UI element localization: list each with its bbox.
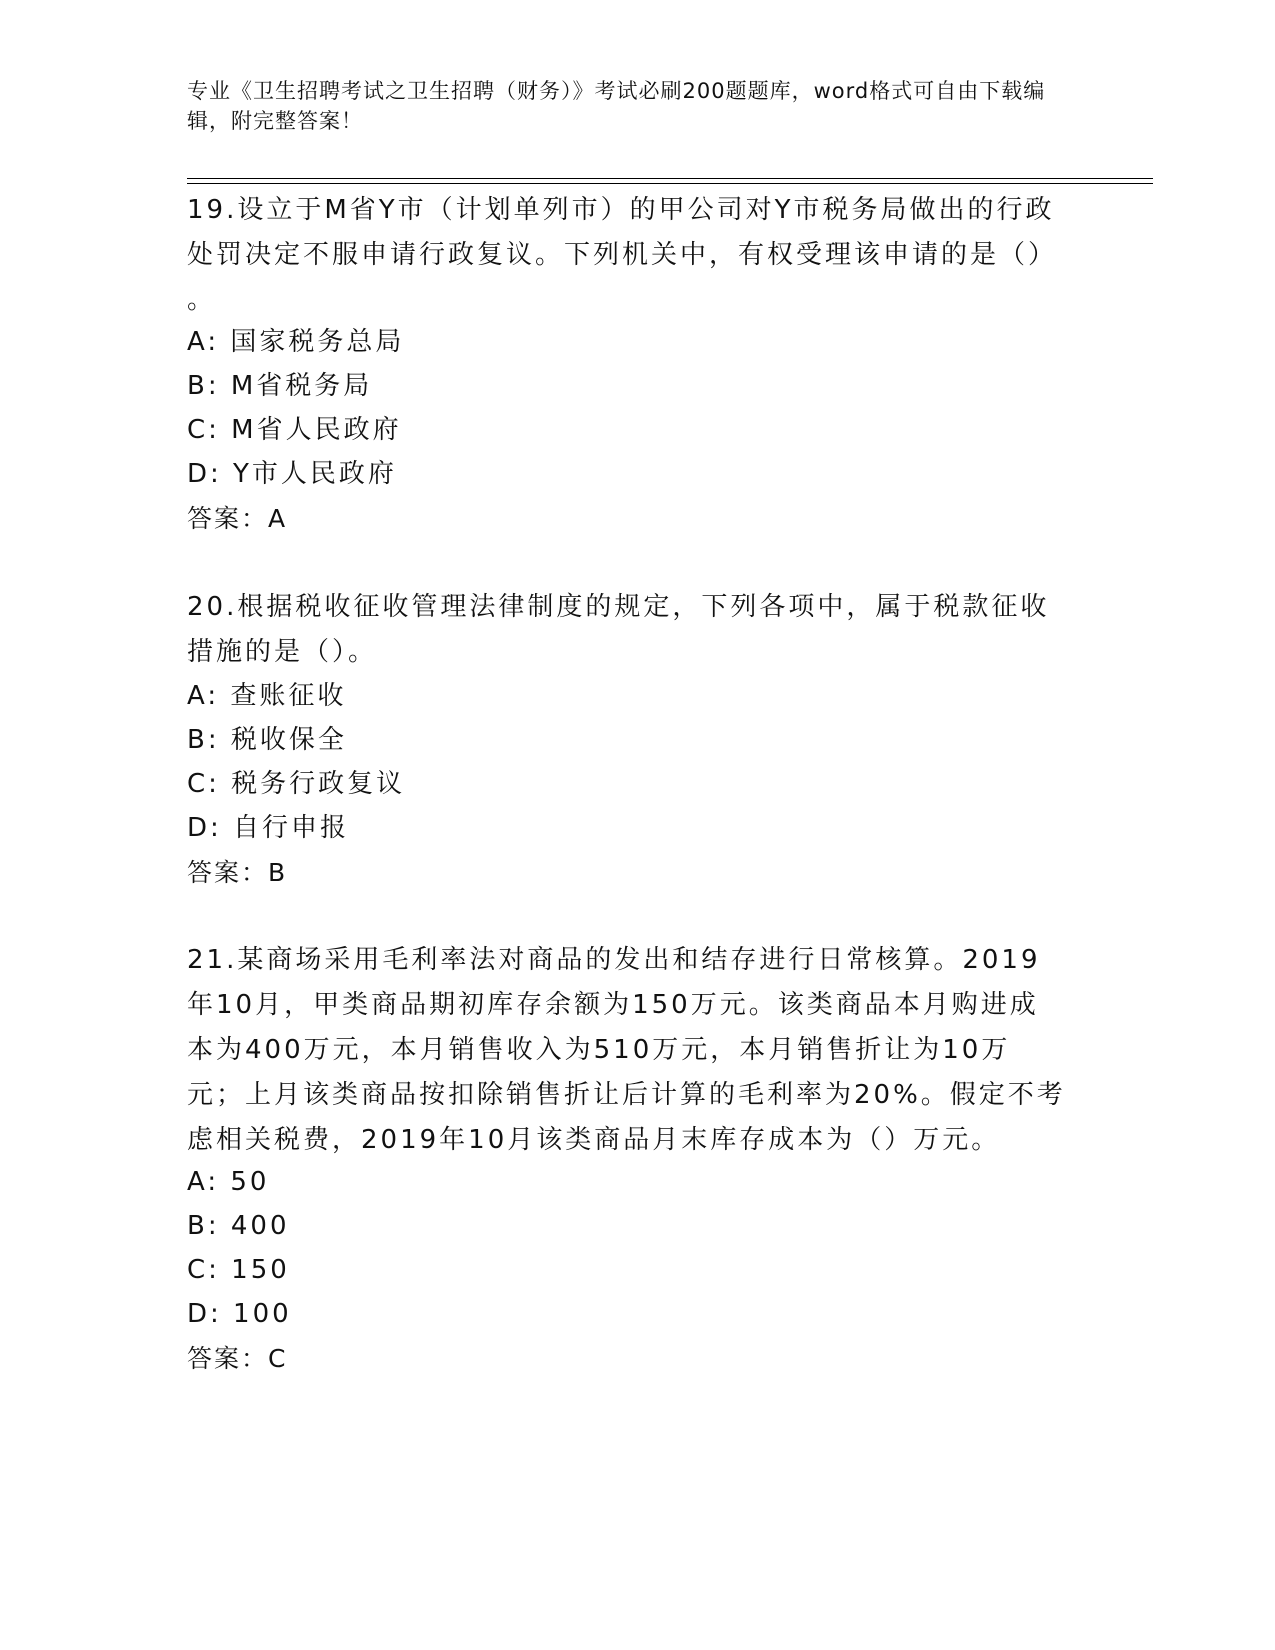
question-21-option-a: A: 50 bbox=[187, 1167, 270, 1197]
question-21-stem: 21.某商场采用毛利率法对商品的发出和结存进行日常核算。2019年10月，甲类商品期初库存余额为150万元。该类商品本月购进成本为400万元，本月销售收入为510万元，本月销售折让为10万元；上月该类商品按扣除销售折让后计算的毛利率为20%。假定不考虑相关税费，2019年10月该类商品月末库存成本为（）万元。 bbox=[187, 945, 1066, 1155]
question-19-option-b: B: M省税务局 bbox=[187, 371, 373, 401]
question-19-answer: 答案：A bbox=[187, 504, 288, 533]
question-20-answer: 答案：B bbox=[187, 858, 288, 887]
question-20-option-d: D: 自行申报 bbox=[187, 813, 350, 843]
header-divider-bottom bbox=[187, 183, 1153, 184]
header-divider-top bbox=[187, 178, 1153, 179]
question-19-option-d: D: Y市人民政府 bbox=[187, 459, 397, 489]
question-21-option-b: B: 400 bbox=[187, 1211, 290, 1241]
question-20-stem: 20.根据税收征收管理法律制度的规定，下列各项中，属于税款征收措施的是（）。 bbox=[187, 592, 1050, 667]
question-20-option-c: C: 税务行政复议 bbox=[187, 769, 406, 799]
question-20-option-b: B: 税收保全 bbox=[187, 725, 347, 755]
question-19-stem: 19.设立于M省Y市（计划单列市）的甲公司对Y市税务局做出的行政处罚决定不服申请行政复议。下列机关中，有权受理该申请的是（） bbox=[187, 195, 1058, 270]
question-19-stem-tail: 。 bbox=[187, 285, 217, 315]
question-21-option-d: D: 100 bbox=[187, 1299, 292, 1329]
question-19-option-a: A: 国家税务总局 bbox=[187, 327, 405, 357]
document-header: 专业《卫生招聘考试之卫生招聘（财务）》考试必刷200题题库，word格式可自由下载编辑，附完整答案！ bbox=[187, 79, 1046, 133]
question-19-option-c: C: M省人民政府 bbox=[187, 415, 402, 445]
question-21-answer: 答案：C bbox=[187, 1344, 288, 1373]
question-21-option-c: C: 150 bbox=[187, 1255, 290, 1285]
question-20-option-a: A: 查账征收 bbox=[187, 681, 347, 711]
